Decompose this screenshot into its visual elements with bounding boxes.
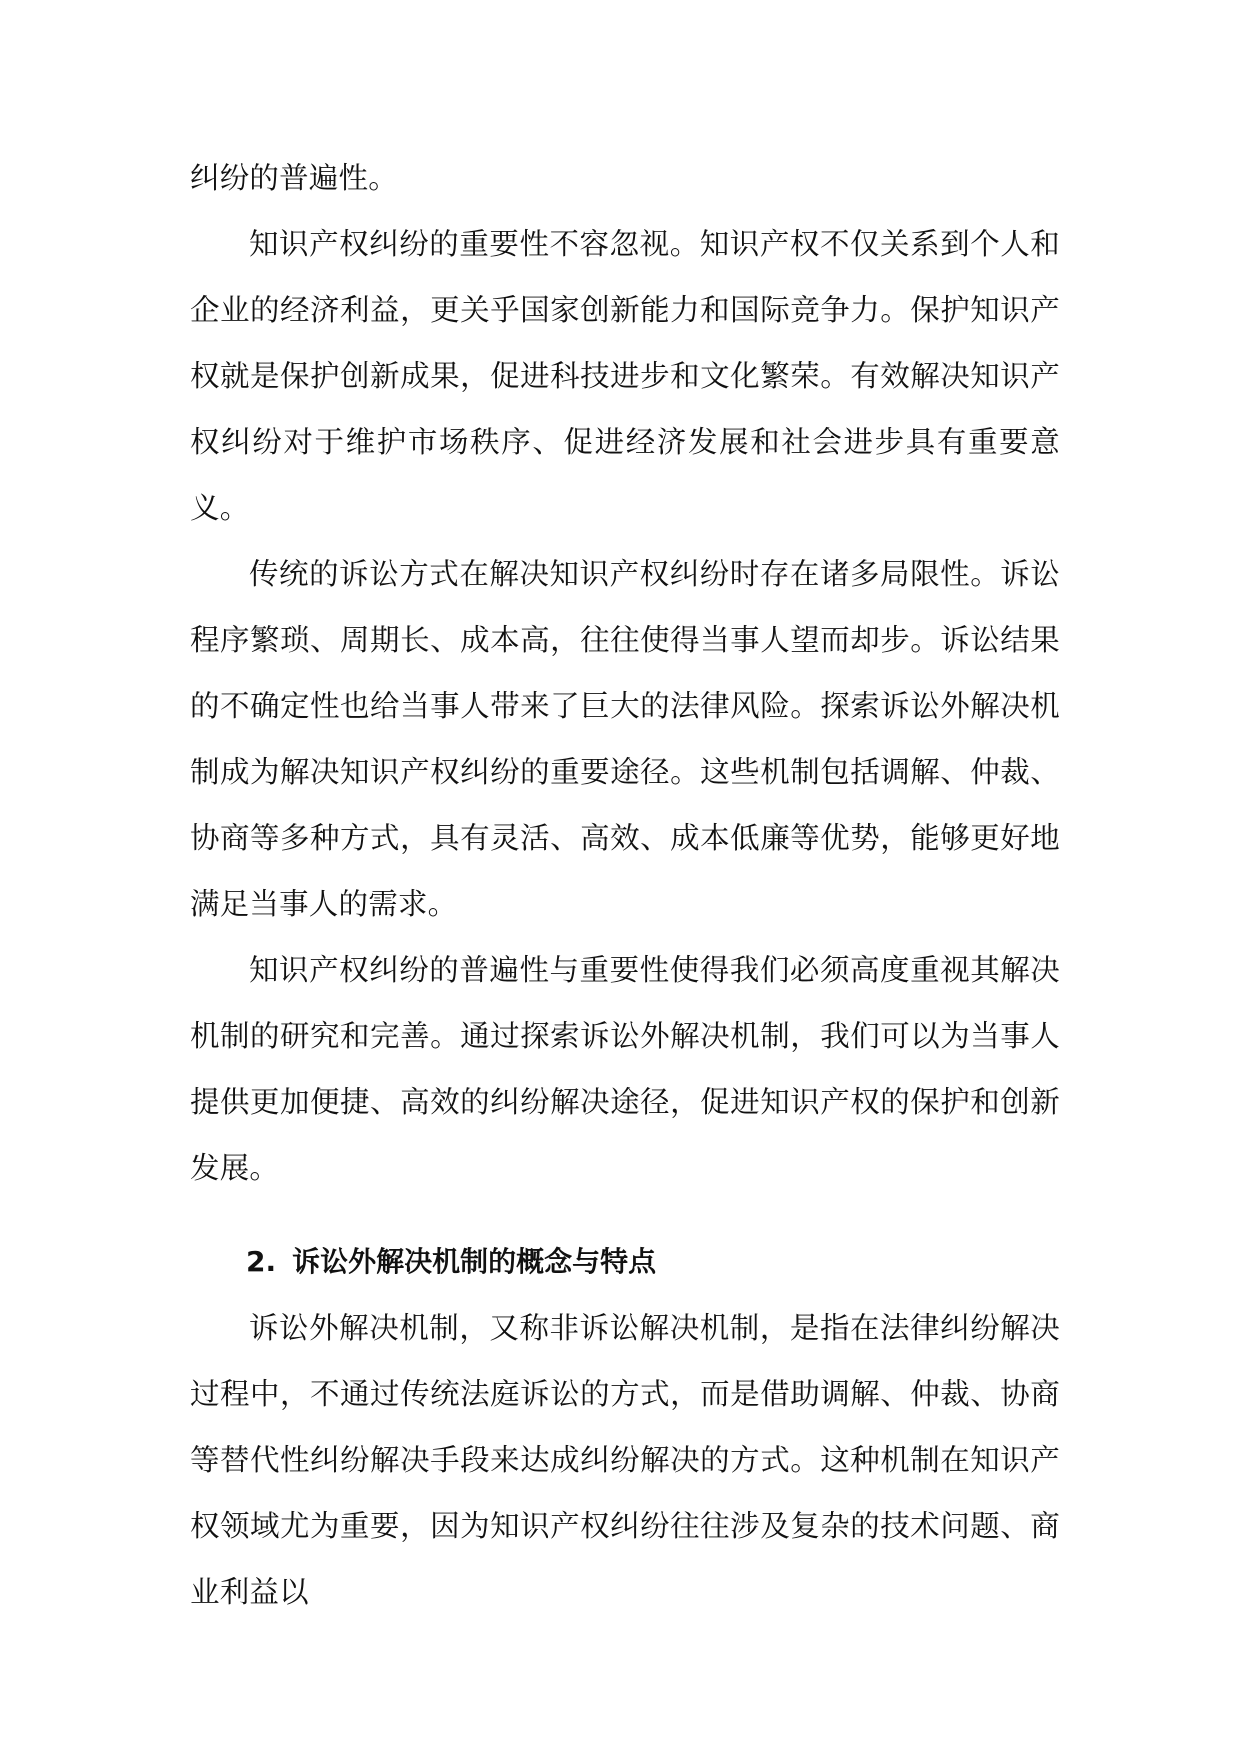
section-heading	[190, 1229, 1060, 1295]
document-body	[190, 145, 1060, 1625]
paragraph-importance: 知识产权纠纷的重要性不容忽视。知识产权不仅关系到个人和企业的经济利益，更关乎国家创新能力和国际竞争力。保护知识产权就是保护创新成果，促进科技进步和文化繁荣。有效解决知识产权纠纷对于维护市场秩序、促进经济发展和社会进步具有重要意义。	[190, 227, 1060, 525]
paragraph-summary: 知识产权纠纷的普遍性与重要性使得我们必须高度重视其解决机制的研究和完善。通过探索诉讼外解决机制，我们可以为当事人提供更加便捷、高效的纠纷解决途径，促进知识产权的保护和创新发展。	[190, 953, 1060, 1185]
paragraph-definition: 诉讼外解决机制，又称非诉讼解决机制，是指在法律纠纷解决过程中，不通过传统法庭诉讼的方式，而是借助调解、仲裁、协商等替代性纠纷解决手段来达成纠纷解决的方式。这种机制在知识产权领域尤为重要，因为知识产权纠纷往往涉及复杂的技术问题、商业利益以	[190, 1311, 1060, 1609]
paragraph-continuation: 纠纷的普遍性。	[190, 161, 398, 195]
section-number: 2.	[246, 1245, 277, 1278]
section-title: 诉讼外解决机制的概念与特点	[292, 1245, 657, 1278]
paragraph-litigation-limits: 传统的诉讼方式在解决知识产权纠纷时存在诸多局限性。诉讼程序繁琐、周期长、成本高，往往使得当事人望而却步。诉讼结果的不确定性也给当事人带来了巨大的法律风险。探索诉讼外解决机制成为解决知识产权纠纷的重要途径。这些机制包括调解、仲裁、协商等多种方式，具有灵活、高效、成本低廉等优势，能够更好地满足当事人的需求。	[190, 557, 1060, 921]
